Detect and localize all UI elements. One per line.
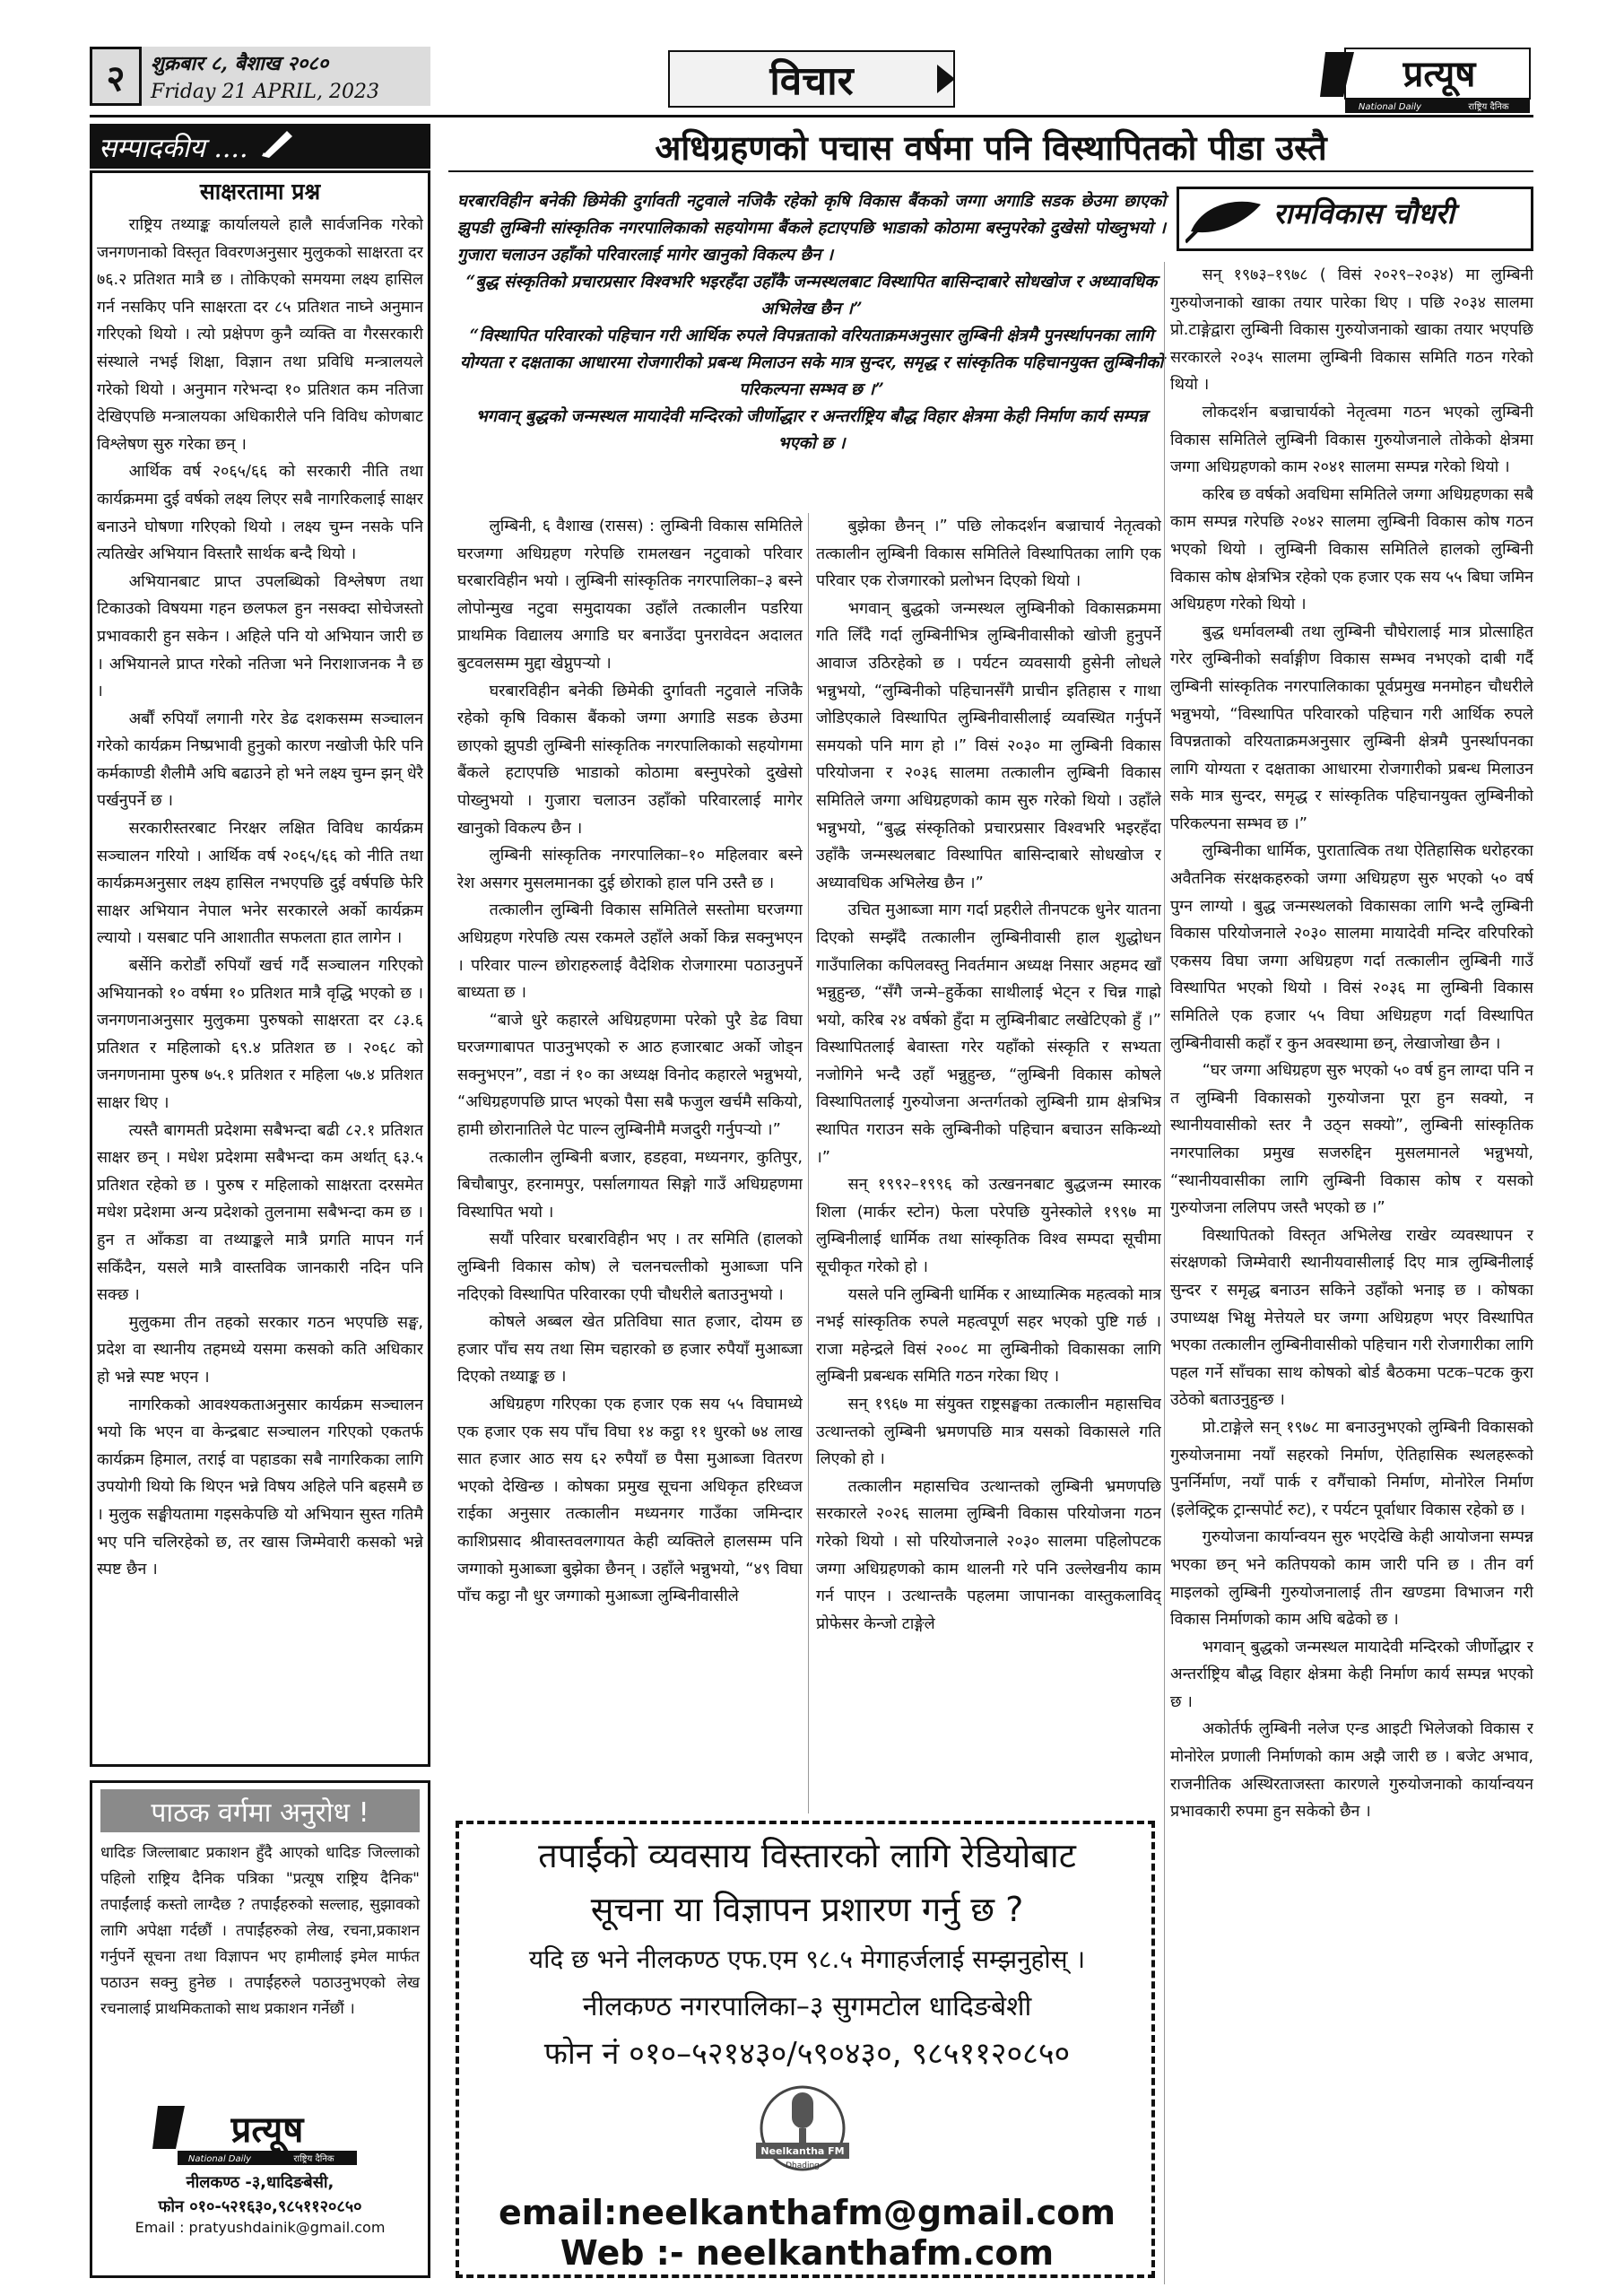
article-paragraph: अकोर्तर्फ लुम्बिनी नलेज एन्ड आइटी भिलेजको विकास र मोनोरेल प्रणाली निर्माणको काम अझै जारी छ । बजेट अभाव, राजनीतिक अस्थिरताजस्ता कारणले गुरुयोजनाको कार्यान्वयन प्रभावकारी रुपमा हुन सकेको छैन । — [1170, 1719, 1533, 1822]
ad-phone: फोन नं ०१०–५२१४३०/५९०४३०, ९८५११२०८५० — [543, 2036, 1071, 2072]
reader-logo — [152, 2099, 359, 2169]
column-divider — [808, 513, 809, 1813]
logo-sub-right: राष्ट्रिय दैनिक — [1468, 102, 1509, 112]
article-paragraph: लोकदर्शन बज्राचार्यको नेतृत्वमा गठन भएको लुम्बिनी विकास समितिले लुम्बिनी विकास गुरुयोजनाले तोकेको क्षेत्रमा जग्गा अधिग्रहणको काम २०४१ सालमा सम्पन्न गरेको थियो । — [1170, 402, 1533, 477]
reader-logo-text: प्रत्यूष — [230, 2109, 304, 2151]
editorial-paragraph: आर्थिक वर्ष २०६५/६६ को सरकारी नीति तथा कार्यक्रममा दुई वर्षको लक्ष्य लिएर सबै नागरिकलाई साक्षर बनाउने घोषणा गरिएको थियो । लक्ष्य चुम्न नसके पनि त्यतिखेर अभियान विस्तारै सार्थक बन्दै थियो । — [97, 462, 423, 564]
summary-paragraph: भगवान् बुद्धको जन्मस्थल मायादेवी मन्दिरको जीर्णोद्धार र अन्तर्राष्ट्रिय बौद्ध विहार क्षेत्रमा केही निर्माण कार्य सम्पन्न भएको छ । — [475, 407, 1148, 453]
neelkantha-fm-logo — [740, 2076, 865, 2184]
fm-logo-text: Neelkantha FM — [760, 2145, 845, 2157]
editorial-paragraph: मुलुकमा तीन तहको सरकार गठन भएपछि सङ्घ, प्रदेश वा स्थानीय तहमध्ये यसमा कसको कति अधिकार हो भन्ने स्पष्ट भएन । — [97, 1312, 423, 1387]
article-column-1 — [457, 513, 803, 1813]
ad-line-4: नीलकण्ठ नगरपालिका–३ सुगमटोल धादिङबेशी — [582, 1991, 1032, 2022]
article-paragraph: तत्कालीन लुम्बिनी विकास समितिले सस्तोमा घरजग्गा अधिग्रहण गरेपछि त्यस रकमले उहाँले अर्को किन्न सक्नुभएन । परिवार पाल्न छोराहरुलाई वैदेशिक रोजगारमा पठाउनुपर्ने बाध्यता छ । — [457, 900, 803, 1003]
fountain-pen-icon — [1185, 192, 1266, 246]
ad-line-1: तपाईंको व्यवसाय विस्तारको लागि रेडियोबाट — [538, 1836, 1076, 1875]
article-paragraph: प्रो.टाङ्गेले सन् १९७८ मा बनाउनुभएको लुम्बिनी विकासको गुरुयोजनामा नयाँ सहरको निर्माण, ऐतिहासिक स्थलहरूको पुनर्निर्माण, नयाँ पार्क र वगैंचाको निर्माण, मोनोरेल निर्माण (इलेक्ट्रिक ट्रान्सपोर्ट रुट), र पर्यटन पूर्वाधार विकास रहेको छ । — [1170, 1417, 1533, 1519]
article-paragraph: करिब छ वर्षको अवधिमा समितिले जग्गा अधिग्रहणका सबै काम सम्पन्न गरेपछि २०४२ सालमा लुम्बिनी विकास कोष गठन भएको थियो । लुम्बिनी विकास समितिले हालको लुम्बिनी विकास कोष क्षेत्रभित्र रहेको एक हजार एक सय ५५ बिघा जमिन अधिग्रहण गरेको थियो । — [1170, 484, 1533, 614]
reader-notice-banner: पाठक वर्गमा अनुरोध ! — [100, 1789, 420, 1832]
article-paragraph: लुम्बिनी सांस्कृतिक नगरपालिका–१० महिलवार बस्ने रेश असगर मुसलमानका दुई छोराको हाल पनि उस्तै छ । — [457, 846, 803, 892]
fm-logo-sub: Dhading — [786, 2161, 820, 2170]
author-name: रामविकास चौधरी — [1273, 196, 1455, 230]
editorial-banner — [90, 124, 430, 169]
reader-logo-sub-right: राष्ट्रिय दैनिक — [293, 2154, 334, 2164]
ad-email[interactable]: email:neelkanthafm@gmail.com — [499, 2193, 1116, 2232]
article-paragraph: लुम्बिनी, ६ वैशाख (रासस) : लुम्बिनी विकास समितिले घरजग्गा अधिग्रहण गरेपछि रामलखन नटुवाको परिवार घरबारविहीन भयो । लुम्बिनी सांस्कृतिक नगरपालिका–३ बस्ने लोपोन्मुख नटुवा समुदायका उहाँले तत्कालीन पडरिया प्राथमिक विद्यालय अगाडि घर बनाउँदा पुनरावेदन अदालत बुटवलसम्म मुद्दा खेप्नुपर्‍यो । — [457, 517, 803, 673]
article-paragraph: तत्कालीन महासचिव उत्थान्तको लुम्बिनी भ्रमणपछि सरकारले २०२६ सालमा लुम्बिनी विकास परियोजना गठन गरेको थियो । सो परियोजनाले २०३० सालमा पहिलोपटक जग्गा अधिग्रहणको काम थालनी गरे पनि उल्लेखनीय काम गर्न पाएन । उत्थान्तकै पहलमा जापानका वास्तुकलाविद् प्रोफेसर केन्जो टाङ्गेले — [816, 1476, 1161, 1633]
article-paragraph: बुद्ध धर्मावलम्बी तथा लुम्बिनी चौघेरालाई मात्र प्रोत्साहित गरेर लुम्बिनीको सर्वाङ्गीण विकास सम्भव नभएको दाबी गर्दै लुम्बिनी सांस्कृतिक नगरपालिकाका पूर्वप्रमुख मनमोहन चौधरीले भन्नुभयो, “विस्थापित परिवारको पहिचान गरी आर्थिक रुपले विपन्नताको वरियताक्रमअनुसार लुम्बिनी क्षेत्रमै पुनर्स्थापनका लागि योग्यता र दक्षताका आधारमा रोजगारीको प्रबन्ध मिलाउन सके मात्र सुन्दर, समृद्ध र सांस्कृतिक पहिचानयुक्त लुम्बिनीको परिकल्पना सम्भव छ ।” — [1170, 622, 1533, 833]
date-english: Friday 21 APRIL, 2023 — [151, 81, 379, 103]
ad-line-2: सूचना या विज्ञापन प्रशारण गर्नु छ ? — [590, 1890, 1024, 1929]
editorial-paragraph: राष्ट्रिय तथ्याङ्क कार्यालयले हालै सार्वजनिक गरेको जनगणनाको विस्तृत विवरणअनुसार मुलुकको साक्षरता दर ७६.२ प्रतिशत मात्रै छ । तोकिएको समयमा लक्ष्य हासिल गर्न नसकिए पनि साक्षरता दर ८५ प्रतिशत नाघ्ने अनुमान गरिएको थियो । त्यो प्रक्षेपण कुनै व्यक्ति वा गैरसरकारी संस्थाले नभई शिक्षा, विज्ञान तथा प्रविधि मन्त्रालयले गरेको थियो । अनुमान गरेभन्दा १० प्रतिशत कम नतिजा देखिएपछि मन्त्रालयका अधिकारीले पनि विविध कोणबाट विश्लेषण सुरु गरेका छन् । — [97, 215, 423, 454]
reader-notice-body: धादिङ जिल्लाबाट प्रकाशन हुँदै आएको धादिङ जिल्लाको पहिलो राष्ट्रिय दैनिक पत्रिका "प्रत्यूष राष्ट्रिय दैनिक" तपाईंलाई कस्तो लाग्दैछ ? तपाईंहरुको सल्लाह, सुझावको लागि अपेक्षा गर्दछौं । तपाईंहरुको लेख, रचना,प्रकाशन गर्नुपर्ने सूचना तथा विज्ञापन भए हामीलाई इमेल मार्फत पठाउन सक्नु हुनेछ । तपाईंहरुले पठाउनुभएको लेख रचनालाई प्राथमिकताको साथ प्रकाशन गर्नेछौं । — [100, 1844, 420, 2018]
article-headline: अधिग्रहणको पचास वर्षमा पनि विस्थापितको पीडा उस्तै — [655, 128, 1327, 168]
article-paragraph: गुरुयोजना कार्यान्वयन सुरु भएदेखि केही आयोजना सम्पन्न भएका छन् भने कतिपयको काम जारी पनि छ । तीन वर्ग माइलको लुम्बिनी गुरुयोजनालाई तीन खण्डमा विभाजन गरी विकास निर्माणको काम अघि बढेको छ । — [1170, 1527, 1533, 1630]
logo-sub-left: National Daily — [1358, 102, 1422, 112]
article-paragraph: “घर जग्गा अधिग्रहण सुरु भएको ५० वर्ष हुन लाग्दा पनि न त लुम्बिनी विकासको गुरुयोजना पूरा हुन सक्यो, न स्थानीयवासीको स्तर नै उठ्न सक्यो”, लुम्बिनी सांस्कृतिक नगरपालिका प्रमुख सजरुद्दिन मुसलमानले भन्नुभयो, “स्थानीयवासीका लागि लुम्बिनी विकास कोष र यसको गुरुयोजना ललिपप जस्तै भएको छ ।” — [1170, 1061, 1533, 1218]
section-title: विचार — [668, 50, 955, 108]
article-paragraph: “बाजे धुरे कहारले अधिग्रहणमा परेको पुरै डेढ विघा घरजग्गाबापत पाउनुभएको रु आठ हजारबाट अर्को जोड्न सक्नुभएन”, वडा नं १० का अध्यक्ष विनोद कहारले भन्नुभयो, “अधिग्रहणपछि प्राप्त भएको पैसा सबै फजुल खर्चमै सकियो, हामी छोरानातिले पेट पाल्न लुम्बिनीमै मजदुरी गर्नुपर्‍यो ।” — [457, 1010, 803, 1140]
article-paragraph: लुम्बिनीका धार्मिक, पुरातात्विक तथा ऐतिहासिक धरोहरका अवैतनिक संरक्षकहरुको जग्गा अधिग्रहण सुरु भएको ५० वर्ष पुग्न लाग्यो । बुद्ध जन्मस्थलको विकासका लागि भन्दै लुम्बिनी विकास परियोजनाले २०३० सालमा मायादेवी मन्दिर वरिपरिको एकसय विघा जग्गा अधिग्रहण गर्दा तत्कालीन लुम्बिनी गाउँ विस्थापित भएको थियो । विसं २०३६ मा लुम्बिनी विकास समितिले एक हजार ५५ विघा अधिग्रहण गर्दा विस्थापित लुम्बिनीवासी कहाँ र कुन अवस्थामा छन्, लेखाजोखा छैन । — [1170, 841, 1533, 1053]
article-column-2 — [816, 513, 1161, 1813]
editorial-paragraph: नागरिकको आवश्यकताअनुसार कार्यक्रम सञ्चालन भयो कि भएन वा केन्द्रबाट सञ्चालन गरिएको एकतर्फ कार्यक्रम हिमाल, तराई वा पहाडका सबै नागरिकका लागि उपयोगी थियो कि थिएन भन्ने विषय अहिले पनि बहसमै छ । मुलुक सङ्घीयतामा गइसकेपछि यो अभियान सुस्त गतिमै भए पनि चलिरहेको छ, तर खास जिम्मेवारी कसको भन्ने स्पष्ट छैन । — [97, 1395, 423, 1579]
article-paragraph: भगवान् बुद्धको जन्मस्थल लुम्बिनीको विकासक्रममा गति लिँदै गर्दा लुम्बिनीभित्र लुम्बिनीवासीको खोजी हुनुपर्ने आवाज उठिरहेको छ । पर्यटन व्यवसायी हुसेनी लोधले भन्नुभयो, “लुम्बिनीको पहिचानसँगै प्राचीन इतिहास र गाथा जोडिएकाले विस्थापित लुम्बिनीवासीलाई व्यवस्थित गर्नुपर्ने समयको पनि माग हो ।” विसं २०३० मा लुम्बिनी विकास परियोजना र २०३६ सालमा तत्कालीन लुम्बिनी विकास समितिले जग्गा अधिग्रहणको काम सुरु गरेको थियो । उहाँले भन्नुभयो, “बुद्ध संस्कृतिको प्रचारप्रसार विश्वभरि भइरहँदा उहाँकै जन्मस्थलबाट विस्थापित बासिन्दाबारे सोधखोज र अध्यावधिक अभिलेख छैन ।” — [816, 598, 1161, 892]
article-summary — [457, 188, 1166, 457]
article-paragraph: कोषले अब्बल खेत प्रतिविघा सात हजार, दोयम छ हजार पाँच सय तथा सिम चहारको छ हजार रुपैयाँ मुआब्जा दिएको तथ्याङ्क छ । — [457, 1312, 803, 1387]
article-paragraph: सन् १९९२–१९९६ को उत्खननबाट बुद्धजन्म स्मारक शिला (मार्कर स्टोन) फेला परेपछि युनेस्कोले १९९७ मा लुम्बिनीलाई धार्मिक तथा सांस्कृतिक विश्व सम्पदा सूचीमा सूचीकृत गरेको हो । — [816, 1175, 1161, 1277]
editorial-paragraph: त्यस्तै बागमती प्रदेशमा सबैभन्दा बढी ८२.१ प्रतिशत साक्षर छन् । मधेश प्रदेशमा सबैभन्दा कम अर्थात् ६३.५ प्रतिशत रहेको छ । पुरुष र महिलाको साक्षरता दरसमेत मधेश प्रदेशमा अन्य प्रदेशको तुलनामा सबैभन्दा कम छ । हुन त आँकडा वा तथ्याङ्कले मात्रै प्रगति मापन गर्न सकिँदैन, यसले मात्रै वास्तविक जानकारी नदिन पनि सक्छ । — [97, 1120, 423, 1305]
ad-line-3: यदि छ भने नीलकण्ठ एफ.एम ९८.५ मेगाहर्जलाई सम्झनुहोस् । — [528, 1944, 1086, 1974]
editorial-paragraph: अभियानबाट प्राप्त उपलब्धिको विश्लेषण तथा टिकाउको विषयमा गहन छलफल हुन नसक्दा सोचेजस्तो प्रभावकारी हुन सकेन । अहिले पनि यो अभियान जारी छ । अभियानले प्राप्त गरेको नतिजा भने निराशाजनक नै छ । — [97, 571, 423, 701]
article-paragraph: भगवान् बुद्धको जन्मस्थल मायादेवी मन्दिरको जीर्णोद्धार र अन्तर्राष्ट्रिय बौद्ध विहार क्षेत्रमा केही निर्माण कार्य सम्पन्न भएको छ । — [1170, 1637, 1533, 1711]
pen-icon — [260, 127, 296, 165]
date-nepali: शुक्रबार ८, बैशाख २०८० — [151, 52, 329, 75]
article-paragraph: यसले पनि लुम्बिनी धार्मिक र आध्यात्मिक महत्वको मात्र नभई सांस्कृतिक रुपले महत्वपूर्ण सहर भएको पुष्टि गर्छ । राजा महेन्द्रले विसं २००८ मा लुम्बिनीको विकासका लागि लुम्बिनी प्रबन्धक समिति गठन गरेका थिए । — [816, 1284, 1161, 1387]
issue-date — [151, 49, 379, 107]
triangle-right-icon — [937, 65, 955, 93]
article-paragraph: सन् १९६७ मा संयुक्त राष्ट्रसङ्घका तत्कालीन महासचिव उत्थान्तको लुम्बिनी भ्रमणपछि मात्र यसको विकासले गति लिएको हो । — [816, 1395, 1161, 1469]
article-paragraph: अधिग्रहण गरिएका एक हजार एक सय ५५ विघामध्ये एक हजार एक सय पाँच विघा १४ कट्ठा ११ धुरको ७४ लाख सात हजार आठ सय ६२ रुपैयाँ छ पैसा मुआब्जा वितरण भएको देखिन्छ । कोषका प्रमुख सूचना अधिकृत हरिध्वज राईका अनुसार तत्कालीन मध्यनगर गाउँका जमिन्दार काशिप्रसाद श्रीवास्तवलगायत केही व्यक्तिले हालसम्म पनि जग्गाको मुआब्जा बुझेका छैनन् । उहाँले भन्नुभयो, “४९ विघा पाँच कट्ठा नौ धुर जग्गाको मुआब्जा लुम्बिनीवासीले — [457, 1395, 803, 1606]
article-paragraph: तत्कालीन लुम्बिनी बजार, हडहवा, मध्यनगर, कुतिपुर, बिचौबापुर, हरनामपुर, पर्सालगायत सिङ्गो गाउँ अधिग्रहणमा विस्थापित भयो । — [457, 1147, 803, 1222]
summary-paragraph: घरबारविहीन बनेकी छिमेकी दुर्गावती नटुवाले नजिकै रहेको कृषि विकास बैंकको जग्गा अगाडि सडक छेउमा छाएको झुपडी लुम्बिनी सांस्कृतिक नगरपालिकाको सहयोगमा बैंकले हटाएपछि भाडाको कोठामा बस्नुपरेको दुखेसो पोख्नुभयो । गुजारा चलाउन उहाँको परिवारलाई मागेर खानुको विकल्प छैन । — [457, 192, 1166, 265]
reader-logo-sub-left: National Daily — [187, 2154, 252, 2164]
article-paragraph: बुझेका छैनन् ।” पछि लोकदर्शन बज्राचार्य नेतृत्वको तत्कालीन लुम्बिनी विकास समितिले विस्थापितका लागि एक परिवार एक रोजगारको प्रलोभन दिएको थियो । — [816, 517, 1161, 591]
masthead-logo — [1318, 43, 1533, 115]
editorial-banner-label: सम्पादकीय .... — [99, 132, 248, 164]
headline-rule — [448, 170, 1533, 172]
reader-address-line: नीलकण्ठ -३,धादिङबेसी, — [186, 2173, 334, 2192]
summary-paragraph: “बुद्ध संस्कृतिको प्रचारप्रसार विश्वभरि भइरहँदा उहाँकै जन्मस्थलबाट विस्थापित बासिन्दाबारे सोधखोज र अध्यावधिक अभिलेख छैन ।” — [465, 273, 1158, 318]
editorial-body — [97, 212, 423, 1759]
reader-phone: फोन ०१०-५२१६३०,९८५११२०८५० — [158, 2197, 362, 2216]
article-paragraph: विस्थापितको विस्तृत अभिलेख राखेर व्यवस्थापन र संरक्षणको जिम्मेवारी स्थानीयवासीलाई दिए मात्र लुम्बिनीलाई सुन्दर र समृद्ध बनाउन सकिने उहाँको भनाइ छ । कोषका उपाध्यक्ष भिक्षु मेत्तेयले घर जग्गा अधिग्रहण भएर विस्थापित भएका तत्कालीन लुम्बिनीवासीको पहिचान गरी रोजगारीका लागि पहल गर्ने साँचका साथ कोषको बोर्ड बैठकमा पटक–पटक कुरा उठेको बताउनुहुन्छ । — [1170, 1225, 1533, 1410]
editorial-paragraph: बर्सेनि करोडौं रुपियाँ खर्च गर्दै सञ्चालन गरिएको अभियानको १० वर्षमा १० प्रतिशत मात्रै वृद्धि भएको छ । जनगणनाअनुसार मुलुकमा पुरुषको साक्षरता दर ८३.६ प्रतिशत र महिलाको ६९.४ प्रतिशत छ । २०६८ को जनगणनामा पुरुष ७५.१ प्रतिशत र महिला ५७.४ प्रतिशत साक्षर थिए । — [97, 956, 423, 1112]
editorial-paragraph: अर्बौं रुपियाँ लगानी गरेर डेढ दशकसम्म सञ्चालन गरेको कार्यक्रम निष्प्रभावी हुनुको कारण नखोजी फेरि पनि कर्मकाण्डी शैलीमै अघि बढाउने हो भने लक्ष्य चुम्न झन् धेरै पर्खनुपर्ने छ । — [97, 709, 423, 811]
ad-website[interactable]: Web :- neelkanthafm.com — [560, 2233, 1055, 2273]
editorial-paragraph: सरकारीस्तरबाट निरक्षर लक्षित विविध कार्यक्रम सञ्चालन गरियो । आर्थिक वर्ष २०६५/६६ को नीति तथा कार्यक्रमअनुसार लक्ष्य हासिल नभएपछि दुई वर्षपछि फेरि साक्षर अभियान नेपाल भनेर सरकारले अर्को कार्यक्रम ल्यायो । यसबाट पनि आशातीत सफलता हात लागेन । — [97, 819, 423, 948]
article-paragraph: घरबारविहीन बनेकी छिमेकी दुर्गावती नटुवाले नजिकै रहेको कृषि विकास बैंकको जग्गा अगाडि सडक छेउमा छाएको झुपडी लुम्बिनी सांस्कृतिक नगरपालिकाको सहयोगमा बैंकले हटाएपछि भाडाको कोठामा बस्नुपरेको दुखेसो पोख्नुभयो । गुजारा चलाउन उहाँको परिवारलाई मागेर खानुको विकल्प छैन । — [457, 681, 803, 838]
article-paragraph: सन् १९७३–१९७८ ( विसं २०२९–२०३४) मा लुम्बिनी गुरुयोजनाको खाका तयार पारेका थिए । पछि २०३४ सालमा प्रो.टाङ्गेद्वारा लुम्बिनी विकास गुरुयोजनाको खाका तयार भएपछि सरकारले २०३५ सालमा लुम्बिनी विकास समिति गठन गरेको थियो । — [1170, 265, 1533, 395]
column-divider — [1164, 262, 1165, 2284]
page-number: २ — [90, 47, 142, 106]
reader-address — [100, 2170, 420, 2219]
reader-email: Email : pratyushdainik@gmail.com — [135, 2219, 386, 2236]
logo-text: प्रत्यूष — [1403, 54, 1476, 95]
summary-paragraph: “विस्थापित परिवारको पहिचान गरी आर्थिक रुपले विपन्नताको वरियताक्रमअनुसार लुम्बिनी क्षेत्रमै पुनर्स्थापनका लागि योग्यता र दक्षताका आधारमा रोजगारीको प्रबन्ध मिलाउन सके मात्र सुन्दर, समृद्ध र सांस्कृतिक पहिचानयुक्त लुम्बिनीको परिकल्पना सम्भव छ ।” — [459, 326, 1164, 399]
article-paragraph: सयौं परिवार घरबारविहीन भए । तर समिति (हालको लुम्बिनी विकास कोष) ले चलनचल्तीको मुआब्जा पनि नदिएको विस्थापित परिवारका एपी चौधरीले बताउनुभयो । — [457, 1230, 803, 1304]
article-paragraph: उचित मुआब्जा माग गर्दा प्रहरीले तीनपटक धुनेर यातना दिएको सम्झँदै तत्कालीन लुम्बिनीवासी हाल शुद्धोधन गाउँपालिका कपिलवस्तु निवर्तमान अध्यक्ष निसार अहमद खाँ भन्नुहुन्छ, “सँगै जन्मे–हुर्केका साथीलाई भेट्न र चिन्न गाह्रो भयो, करिब २४ वर्षको हुँदा म लुम्बिनीबाट लखेटिएको हुँ ।” विस्थापितलाई बेवास्ता गरेर यहाँको संस्कृति र सभ्यता नजोगिने भन्दै उहाँ भन्नुहुन्छ, “लुम्बिनी विकास कोषले विस्थापितलाई गुरुयोजना अन्तर्गतको लुम्बिनी ग्राम क्षेत्रभित्र स्थापित गराउन सके लुम्बिनीको पहिचान बचाउन सकिन्थ्यो ।” — [816, 900, 1161, 1167]
header-rule — [90, 115, 1533, 117]
editorial-title: साक्षरतामा प्रश्न — [199, 178, 321, 204]
article-column-3 — [1170, 262, 1533, 2284]
